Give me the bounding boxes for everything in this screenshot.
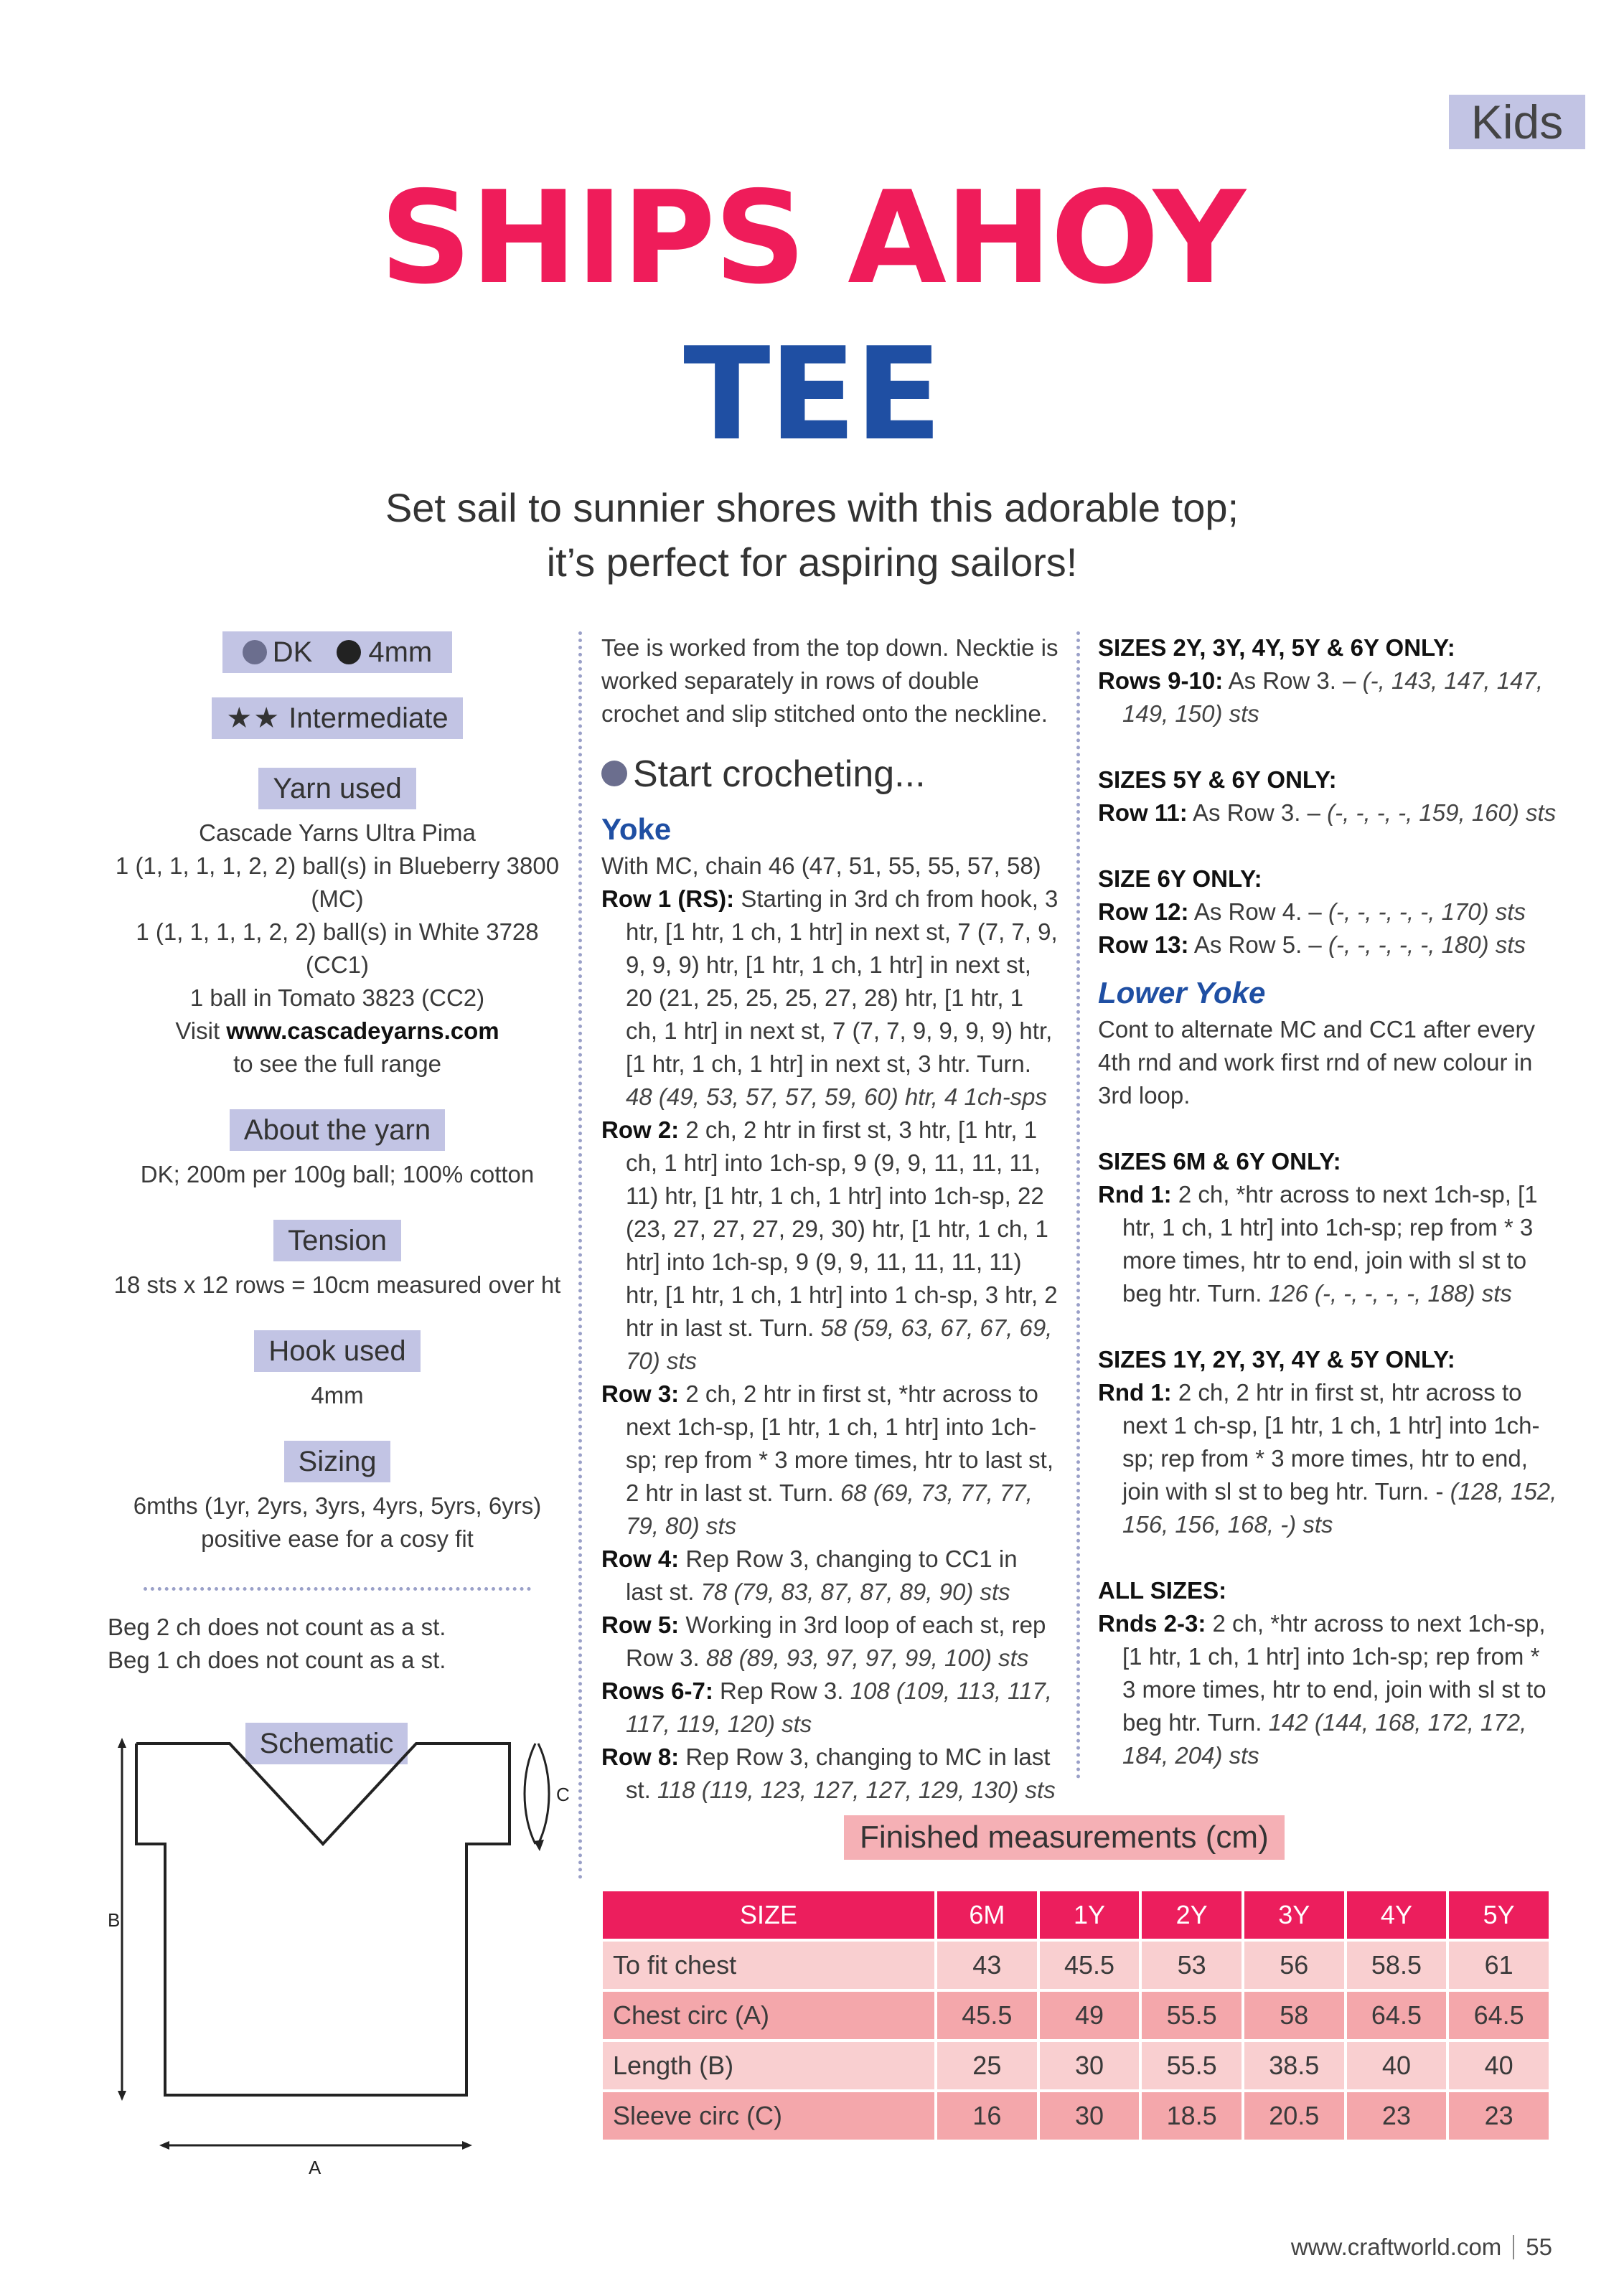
row-count: (-, -, -, -, -, 170) sts [1328,898,1526,925]
footer-separator [1513,2235,1514,2259]
row-count: (-, -, -, -, -, 180) sts [1328,931,1526,958]
table-cell: 55.5 [1142,1992,1242,2039]
yarn-weight: DK [272,636,313,668]
yarn-used-text [108,817,567,1081]
row-text: Rep Row 3. [713,1678,850,1704]
pattern-row [1098,895,1557,928]
label-c: C [556,1784,570,1805]
arrow-head-bottom [118,2091,126,2101]
row-label: Row 8: [601,1744,680,1770]
sizing-heading: Sizing [284,1441,391,1482]
table-cell: 30 [1040,2042,1140,2089]
label-a: A [309,2157,321,2174]
pattern-row [601,1609,1061,1675]
yarn-visit-suffix: to see the full range [233,1050,441,1077]
row-label: Row 2: [601,1116,680,1143]
tee-outline [136,1744,510,2095]
table-cell: 64.5 [1449,1992,1549,2039]
pattern-row [1098,928,1557,961]
row-count: 58 (59, 63, 67, 67, 69, 70) sts [626,1314,1053,1374]
start-crocheting-label: Start crocheting... [633,753,926,795]
column-header: 1Y [1040,1891,1140,1939]
row-text: As Row 4. – [1188,898,1328,925]
row-label-cell: To fit chest [603,1942,934,1989]
pattern-row [1098,1376,1557,1541]
footer-url[interactable]: www.craftworld.com [1290,2234,1502,2260]
section-tag: Kids [1449,95,1585,149]
schematic-diagram [108,1715,581,2174]
schematic-heading: Schematic [245,1723,408,1764]
arrow-head-right [462,2141,472,2150]
subtitle-line-1: Set sail to sunnier shores with this adorable top; [385,485,1239,530]
yarn-used-heading: Yarn used [258,768,416,809]
row-label: Row 4: [601,1545,680,1572]
row-count: 126 (-, -, -, -, -, 188) sts [1268,1280,1512,1307]
row-text: 2 ch, 2 htr in first st, 3 htr, [1 htr, 1 ch, 1 htr] into 1ch-sp, 9 (9, 9, 11, 11, 11, 11) htr, [1 htr, 1 ch, 1 htr] into 1ch-sp, 22 (23, 27, 27, 27, 29, 30) htr, [1 htr, 1 ch, 1 htr] into 1ch-sp, 9 (9, 9, 11, 11, 11, 11) htr, [1 htr, 1 ch, 1 htr] into 1 ch-sp, 3 htr, 2 htr in last st. Turn. [626,1116,1058,1341]
yarn-website-link[interactable]: www.cascadeyarns.com [226,1017,499,1044]
about-yarn-heading: About the yarn [230,1109,445,1151]
row-label: Rnds 2-3: [1098,1610,1206,1637]
row-label: Row 5: [601,1612,680,1638]
table-row [603,1942,1549,1989]
table-cell: 58 [1244,1992,1344,2039]
lower-yoke-heading: Lower Yoke [1098,976,1266,1010]
title-line-1: SHIPS AHOY [380,164,1244,312]
row-count: 142 (144, 168, 172, 172, 184, 204) sts [1122,1709,1527,1769]
tension-text: 18 sts x 12 rows = 10cm measured over ht [113,1271,561,1298]
arrow-head-left [159,2141,169,2150]
pattern-row [1098,1178,1557,1310]
intro-text: Tee is worked from the top down. Necktie is worked separately in rows of double crochet and slip stitched onto the neckline. [601,634,1059,727]
row-text: Rep Row 3, changing to CC1 in last st. [626,1545,1018,1605]
pattern-row [601,1114,1061,1378]
pattern-row [601,1675,1061,1741]
column-header: 6M [937,1891,1037,1939]
table-cell: 23 [1347,2092,1447,2140]
table-cell: 45.5 [937,1992,1037,2039]
row-text: 2 ch, *htr across to next 1ch-sp, [1 htr, 1 ch, 1 htr] into 1ch-sp; rep from * 3 more times, htr to end, join with sl st to beg htr. Turn. [1122,1610,1546,1736]
row-count: 48 (49, 53, 57, 57, 59, 60) htr, 4 1ch-sps [626,1083,1048,1110]
yarn-line: 1 ball in Tomato 3823 (CC2) [189,984,485,1011]
yarn-line: Cascade Yarns Ultra Pima [199,819,476,846]
size-heading: SIZES 6M & 6Y ONLY: [1098,1148,1341,1175]
column-header: SIZE [603,1891,934,1939]
row-label: Row 12: [1098,898,1189,925]
sleeve-circ-arrow [538,1744,549,1844]
row-text: Working in 3rd loop of each st, rep Row 3. [626,1612,1046,1671]
table-cell: 64.5 [1347,1992,1447,2039]
yoke-intro: With MC, chain 46 (47, 51, 55, 55, 57, 58) [601,852,1041,879]
info-column [108,631,567,1764]
subtitle [0,481,1624,590]
table-cell: 16 [937,2092,1037,2140]
row-text: Starting in 3rd ch from hook, 3 htr, [1 htr, 1 ch, 1 htr] in next st, 7 (7, 7, 9, 9, 9, 9) htr, [1 htr, 1 ch, 1 htr] in next st, 20 (21, 25, 25, 25, 27, 28) htr, [1 htr, 1 ch, 1 htr] in next st, 7 (7, 7, 9, 9, 9, 9) htr, [1 htr, 1 ch, 1 htr] in next st, 3 htr. Turn. [626,885,1059,1077]
table-cell: 20.5 [1244,2092,1344,2140]
row-count: 68 (69, 73, 77, 77, 79, 80) sts [626,1479,1033,1539]
table-cell: 30 [1040,2092,1140,2140]
table-cell: 55.5 [1142,2042,1242,2089]
row-label: Row 13: [1098,931,1189,958]
column-divider-left [578,631,582,1880]
size-heading: SIZES 2Y, 3Y, 4Y, 5Y & 6Y ONLY: [1098,634,1455,661]
table-row [603,2092,1549,2140]
row-label: Rows 9-10: [1098,667,1224,694]
row-label-cell: Length (B) [603,2042,934,2089]
row-label: Row 3: [601,1380,680,1407]
pattern-row [1098,796,1557,829]
yarn-line: 1 (1, 1, 1, 1, 2, 2) ball(s) in White 3728 (CC1) [136,918,539,978]
table-cell: 61 [1449,1942,1549,1989]
hook-used-text: 4mm [311,1382,364,1408]
pattern-row [601,1741,1061,1807]
yarn-visit [108,1015,567,1048]
dotted-divider [144,1587,531,1591]
row-count: 88 (89, 93, 97, 97, 99, 100) sts [705,1645,1029,1671]
yarn-line: 1 (1, 1, 1, 1, 2, 2) ball(s) in Blueberry 3800 (MC) [115,852,560,912]
start-crocheting-heading [601,751,1061,798]
note-line: Beg 1 ch does not count as a st. [108,1647,446,1673]
tension-heading: Tension [273,1220,401,1261]
column-header: 5Y [1449,1891,1549,1939]
table-cell: 56 [1244,1942,1344,1989]
size-heading: SIZES 1Y, 2Y, 3Y, 4Y & 5Y ONLY: [1098,1346,1455,1373]
measurements-heading: Finished measurements (cm) [844,1815,1285,1860]
table-header-row [603,1891,1549,1939]
hook-size: 4mm [368,636,433,668]
sizing-line-1: 6mths (1yr, 2yrs, 3yrs, 4yrs, 5yrs, 6yrs) [133,1492,542,1519]
yarn-ball-icon [243,640,267,664]
size-heading: ALL SIZES: [1098,1577,1227,1604]
row-label: Row 11: [1098,799,1188,826]
level-label: Intermediate [288,702,449,734]
pattern-row [1098,1607,1557,1772]
row-count: 108 (109, 113, 117, 117, 119, 120) sts [626,1678,1052,1737]
measurements-table [600,1888,1552,2142]
column-header: 2Y [1142,1891,1242,1939]
row-count: 78 (79, 83, 87, 87, 89, 90) sts [700,1578,1010,1605]
sizing-line-2: positive ease for a cosy fit [201,1525,474,1552]
page-number: 55 [1526,2234,1552,2260]
sleeve-circ-arrow-back [525,1744,535,1844]
pattern-row [601,1543,1061,1609]
row-label-cell: Chest circ (A) [603,1992,934,2039]
table-cell: 43 [937,1942,1037,1989]
row-text: Rep Row 3, changing to MC in last st. [626,1744,1051,1803]
row-text: 2 ch, 2 htr in first st, *htr across to next 1ch-sp, [1 htr, 1 ch, 1 htr] into 1ch-sp; rep from * 3 more times, htr to last st, 2 htr in last st. Turn. [626,1380,1054,1506]
lower-yoke-text: Cont to alternate MC and CC1 after every 4th rnd and work first rnd of new colour in 3rd loop. [1098,1016,1535,1109]
pattern-row [601,883,1061,1114]
table-cell: 18.5 [1142,2092,1242,2140]
row-count: (128, 152, 156, 156, 168, -) sts [1122,1478,1557,1538]
pattern-column-2 [1098,631,1557,1772]
hook-icon [337,640,361,664]
row-text: 2 ch, 2 htr in first st, htr across to next 1 ch-sp, [1 htr, 1 ch, 1 htr] into 1ch-sp; rep from * 3 more times, htr to end, join with sl st to beg htr. Turn. - [1122,1379,1540,1505]
table-cell: 45.5 [1040,1942,1140,1989]
level-pill [212,697,462,739]
yarn-ball-icon [601,761,627,786]
row-label: Rows 6-7: [601,1678,713,1704]
yoke-heading: Yoke [601,812,672,846]
table-row [603,2042,1549,2089]
visit-prefix: Visit [175,1017,227,1044]
arrow-head-top [118,1738,126,1748]
row-text: 2 ch, *htr across to next 1ch-sp, [1 htr, 1 ch, 1 htr] into 1ch-sp; rep from * 3 more times, htr to end, join with sl st to beg htr. Turn. [1122,1181,1538,1307]
table-cell: 53 [1142,1942,1242,1989]
level-stars: ★★ [226,702,281,734]
title-line-2: TEE [683,320,941,469]
size-heading: SIZE 6Y ONLY: [1098,865,1262,892]
page-footer [1291,2231,1552,2263]
pattern-column-1 [601,631,1061,1807]
subtitle-line-2: it’s perfect for aspiring sailors! [546,540,1078,585]
row-count: (-, 143, 147, 147, 149, 150) sts [1122,667,1543,727]
column-divider-right [1076,631,1080,1779]
column-header: 4Y [1347,1891,1447,1939]
about-yarn-text: DK; 200m per 100g ball; 100% cotton [140,1161,535,1187]
table-cell: 25 [937,2042,1037,2089]
table-cell: 40 [1449,2042,1549,2089]
pattern-row [1098,664,1557,730]
table-cell: 23 [1449,2092,1549,2140]
row-text: As Row 5. – [1188,931,1328,958]
row-text: As Row 3. – [1187,799,1328,826]
spec-pill [222,631,452,673]
hook-used-heading: Hook used [254,1330,420,1372]
pattern-row [601,1378,1061,1543]
column-header: 3Y [1244,1891,1344,1939]
table-row [603,1992,1549,2039]
row-label: Rnd 1: [1098,1379,1172,1406]
row-label: Row 1 (RS): [601,885,735,912]
table-cell: 49 [1040,1992,1140,2039]
row-count: (-, -, -, -, 159, 160) sts [1327,799,1557,826]
arrow-head-c [534,1840,544,1851]
table-cell: 40 [1347,2042,1447,2089]
row-text: As Row 3. – [1223,667,1363,694]
sizing-text [108,1490,567,1556]
label-b: B [108,1909,121,1931]
stitch-notes [108,1611,567,1677]
note-line: Beg 2 ch does not count as a st. [108,1614,446,1640]
row-label-cell: Sleeve circ (C) [603,2092,934,2140]
row-label: Rnd 1: [1098,1181,1172,1208]
size-heading: SIZES 5Y & 6Y ONLY: [1098,766,1337,793]
row-count: 118 (119, 123, 127, 127, 129, 130) sts [657,1777,1056,1803]
table-cell: 38.5 [1244,2042,1344,2089]
table-cell: 58.5 [1347,1942,1447,1989]
